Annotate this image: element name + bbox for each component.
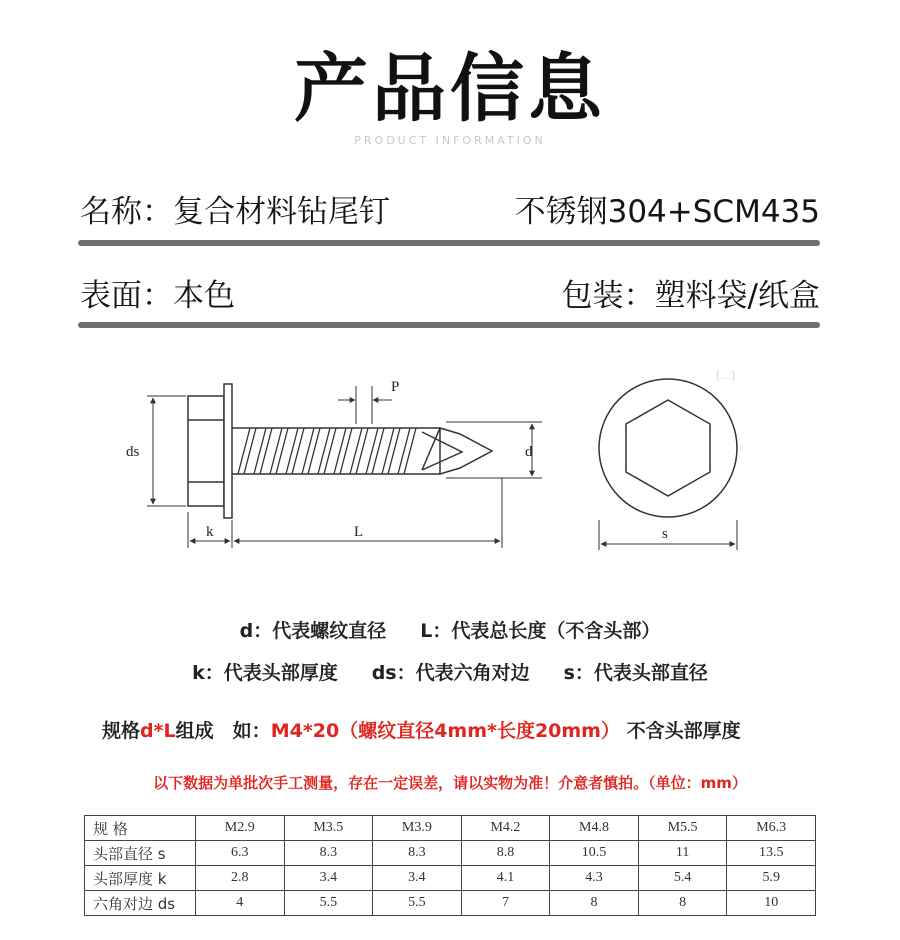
legend-s: s：代表头部直径 xyxy=(563,662,708,684)
legend-ds: ds：代表六角对边 xyxy=(371,662,530,684)
table-cell: M5.5 xyxy=(638,816,727,841)
label-l: L xyxy=(354,524,364,540)
table-row xyxy=(85,891,816,916)
table-cell: 2.8 xyxy=(196,866,285,891)
label-ds: ds xyxy=(126,444,140,460)
product-package: 包装：塑料袋/纸盒 xyxy=(561,278,820,314)
table-cell: M2.9 xyxy=(196,816,285,841)
table-cell: 10 xyxy=(727,891,816,916)
page-subtitle: PRODUCT INFORMATION xyxy=(354,134,546,147)
table-cell: 4 xyxy=(196,891,285,916)
divider xyxy=(78,322,820,328)
divider xyxy=(78,240,820,246)
table-cell: 11 xyxy=(638,841,727,866)
table-cell: M6.3 xyxy=(727,816,816,841)
spec-table xyxy=(84,815,816,916)
table-cell: 10.5 xyxy=(550,841,639,866)
product-material: 不锈钢304+SCM435 xyxy=(514,194,820,230)
legend-d: d：代表螺纹直径 xyxy=(239,620,387,642)
table-cell: 5.5 xyxy=(284,891,373,916)
product-surface: 表面：本色 xyxy=(80,278,235,314)
table-row xyxy=(85,841,816,866)
legend-l: L：代表总长度（不含头部） xyxy=(420,620,661,642)
label-s: s xyxy=(662,526,668,542)
row-header: 头部直径 s xyxy=(85,841,196,866)
table-cell: 6.3 xyxy=(196,841,285,866)
table-cell: M4.8 xyxy=(550,816,639,841)
table-cell: 8.3 xyxy=(284,841,373,866)
measurement-notice: 以下数据为单批次手工测量，存在一定误差，请以实物为准！介意者慎拍。（单位：mm） xyxy=(153,774,747,792)
table-cell: 3.4 xyxy=(284,866,373,891)
table-cell: 5.4 xyxy=(638,866,727,891)
spec-suffix: 组成 如： xyxy=(175,720,271,742)
spec-note: 不含头部厚度 xyxy=(626,720,741,742)
spec-format: d*L xyxy=(140,720,176,742)
row-header: 规 格 xyxy=(85,816,196,841)
table-cell: M3.9 xyxy=(373,816,462,841)
table-cell: 7 xyxy=(461,891,550,916)
table-cell: 8 xyxy=(550,891,639,916)
legend-line-2 xyxy=(0,658,900,685)
table-cell: 5.5 xyxy=(373,891,462,916)
label-k: k xyxy=(206,524,214,540)
spec-format-line xyxy=(102,716,741,743)
row-header: 头部厚度 k xyxy=(85,866,196,891)
label-p: P xyxy=(391,379,400,395)
table-cell: 5.9 xyxy=(727,866,816,891)
table-cell: 13.5 xyxy=(727,841,816,866)
table-cell: M4.2 xyxy=(461,816,550,841)
legend-k: k：代表头部厚度 xyxy=(192,662,338,684)
table-cell: 8.3 xyxy=(373,841,462,866)
table-cell: 8.8 xyxy=(461,841,550,866)
table-cell: M3.5 xyxy=(284,816,373,841)
page-title: 产品信息 xyxy=(294,46,606,132)
table-cell: 4.1 xyxy=(461,866,550,891)
table-row xyxy=(85,816,816,841)
product-name: 名称：复合材料钻尾钉 xyxy=(80,194,390,230)
table-row xyxy=(85,866,816,891)
screw-side-view xyxy=(188,384,492,518)
table-cell: 3.4 xyxy=(373,866,462,891)
row-header: 六角对边 ds xyxy=(85,891,196,916)
spec-prefix: 规格 xyxy=(102,720,141,742)
screw-head-top-view xyxy=(599,379,737,550)
label-d: d xyxy=(525,444,533,460)
spec-example: M4*20（螺纹直径4mm*长度20mm） xyxy=(270,720,620,742)
screw-diagram xyxy=(110,360,790,590)
watermark: [...] xyxy=(716,369,736,382)
table-cell: 8 xyxy=(638,891,727,916)
legend-line-1 xyxy=(0,616,900,643)
table-cell: 4.3 xyxy=(550,866,639,891)
